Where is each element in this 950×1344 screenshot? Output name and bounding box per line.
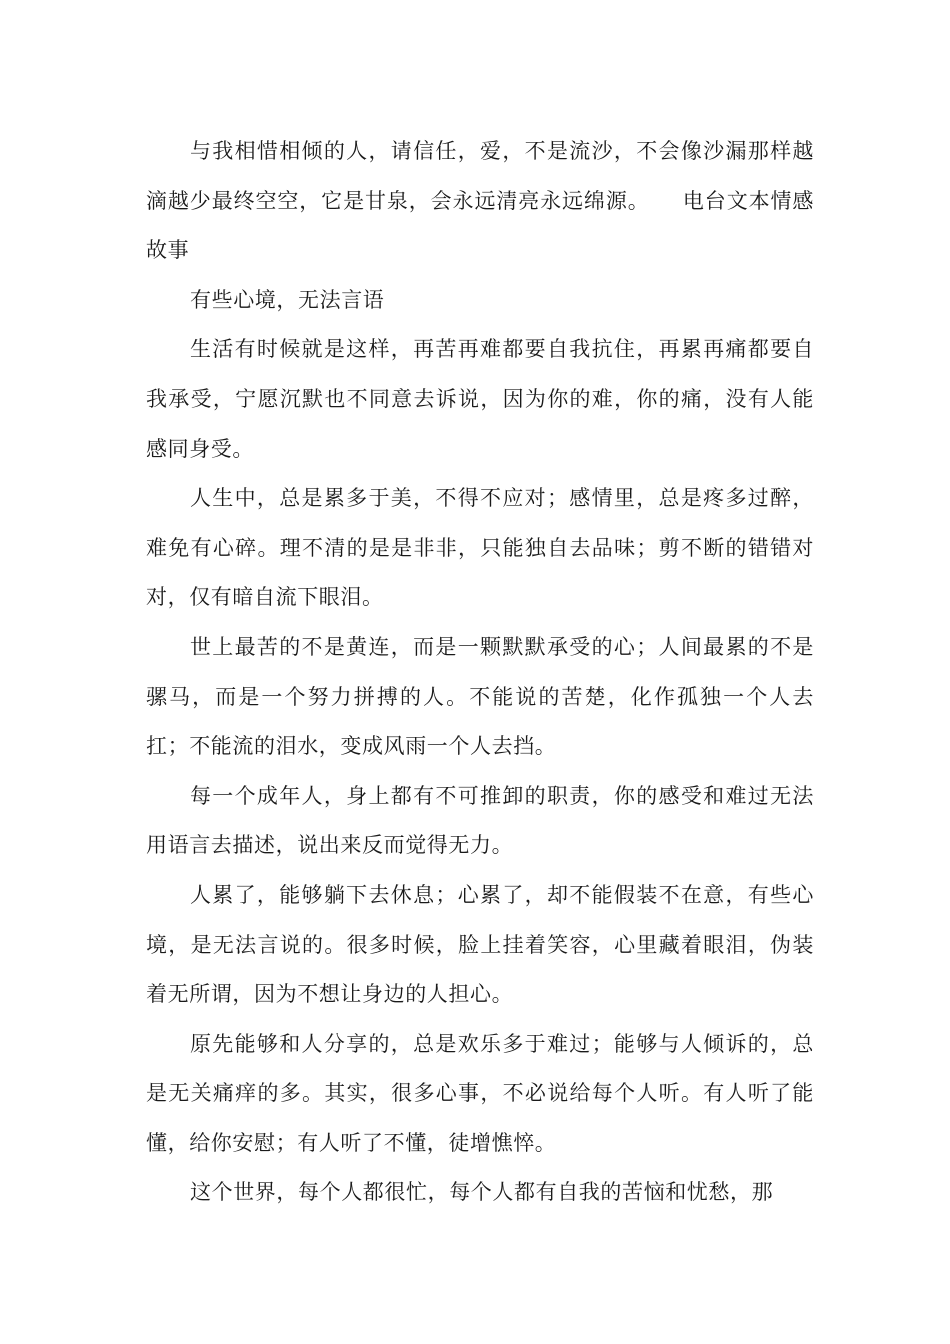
paragraph-heading-mood: 有些心境，无法言语 — [190, 287, 385, 312]
paragraph-sharing: 原先能够和人分享的，总是欢乐多于难过；能够与人倾诉的，总是无关痛痒的多。其实，很多心事，不必说给每个人听。有人听了能懂，给你安慰；有人听了不懂，徒增憔悴。 — [146, 1031, 814, 1155]
paragraph-busy-world: 这个世界，每个人都很忙，每个人都有自我的苦恼和忧愁，那 — [190, 1180, 774, 1205]
paragraph-trust-love: 与我相惜相倾的人，请信任，爱，不是流沙，不会像沙漏那样越滴越少最终空空，它是甘泉，会永远清亮永远绵源。 电台文本情感故事 — [146, 139, 814, 263]
document-body — [146, 127, 814, 1218]
paragraph-life: 生活有时候就是这样，再苦再难都要自我抗住，再累再痛都要自我承受，宁愿沉默也不同意去诉说，因为你的难，你的痛，没有人能感同身受。 — [146, 337, 814, 461]
paragraph-human-life: 人生中，总是累多于美，不得不应对；感情里，总是疼多过醉，难免有心碎。理不清的是是非非，只能独自去品味；剪不断的错错对对，仅有暗自流下眼泪。 — [146, 486, 814, 610]
paragraph-adult-duty: 每一个成年人，身上都有不可推卸的职责，你的感受和难过无法用语言去描述，说出来反而觉得无力。 — [146, 783, 814, 858]
paragraph-bitterest: 世上最苦的不是黄连，而是一颗默默承受的心；人间最累的不是骡马，而是一个努力拼搏的人。不能说的苦楚，化作孤独一个人去扛；不能流的泪水，变成风雨一个人去挡。 — [146, 634, 814, 759]
paragraph-tired-heart: 人累了，能够躺下去休息；心累了，却不能假装不在意，有些心境，是无法言说的。很多时候，脸上挂着笑容，心里藏着眼泪，伪装着无所谓，因为不想让身边的人担心。 — [146, 882, 814, 1007]
